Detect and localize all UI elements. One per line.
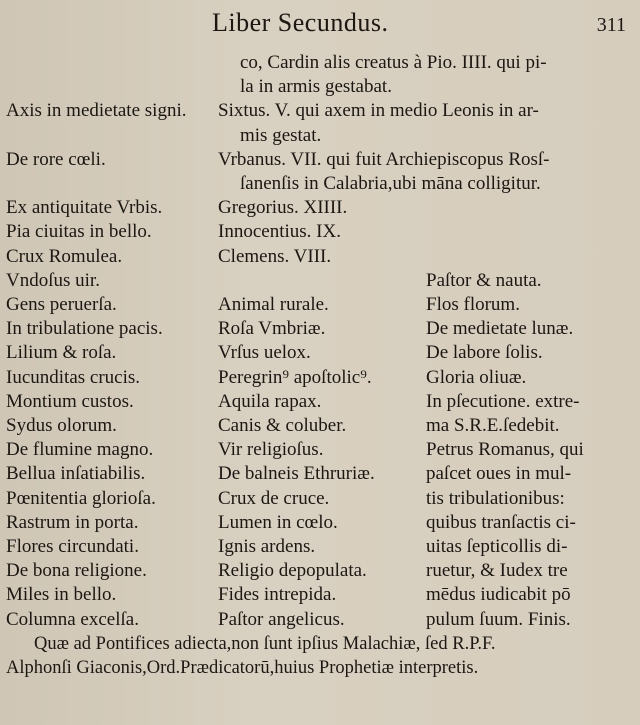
motto: Bellua inſatiabilis.: [6, 463, 146, 485]
motto-right: De labore ſolis.: [426, 342, 543, 364]
page-header: [0, 8, 640, 44]
table-row: [0, 244, 640, 270]
pope-entry: Vrſus uelox.: [218, 342, 311, 364]
pope-entry: Animal rurale.: [218, 294, 329, 315]
pope-entry: Vir religioſus.: [218, 439, 324, 461]
motto-right: mēdus iudicabit pō: [426, 584, 571, 606]
pope-entry: Gregorius. XIIII.: [218, 197, 348, 219]
intro-line: [0, 74, 640, 100]
table-row: [0, 316, 640, 342]
motto: De bona religione.: [6, 560, 147, 582]
motto: Rastrum in porta.: [6, 511, 139, 533]
table-row: [0, 534, 640, 560]
pope-entry: Lumen in cœlo.: [218, 511, 338, 533]
table-row: [0, 437, 640, 463]
table-row: [0, 268, 640, 294]
intro-text: co, Cardin alis creatus à Pio. IIII. qui pi-: [240, 52, 547, 73]
motto: Lilium & roſa.: [6, 342, 117, 364]
table-row: [0, 292, 640, 318]
motto: De rore cœli.: [6, 148, 106, 170]
motto: Axis in medietate signi.: [6, 100, 187, 122]
motto-right: ruetur, & Iudex tre: [426, 560, 568, 582]
table-row: [0, 413, 640, 439]
motto-right: paſcet oues in mul-: [426, 463, 572, 485]
footer-line: [0, 655, 640, 681]
table-row: [0, 510, 640, 536]
table-row: [0, 98, 640, 124]
motto-right: De medietate lunæ.: [426, 318, 574, 340]
footer-line: [0, 631, 640, 657]
motto: Iucunditas crucis.: [6, 366, 141, 388]
table-row: [0, 219, 640, 245]
table-row: [0, 340, 640, 366]
motto: Columna excelſa.: [6, 608, 139, 630]
pope-entry: Vrbanus. VII. qui fuit Archiepiscopus Rosſ-: [218, 148, 550, 170]
motto: Crux Romulea.: [6, 245, 123, 267]
table-row: [0, 486, 640, 512]
pope-entry: Religio depopulata.: [218, 560, 367, 582]
pope-entry: Crux de cruce.: [218, 487, 330, 509]
page-title: Liber Secundus.: [212, 8, 389, 37]
pope-entry: mis gestat.: [240, 124, 322, 146]
table-row: [0, 389, 640, 415]
table-row: [0, 582, 640, 608]
motto: Sydus olorum.: [6, 415, 117, 436]
footer-text: Quæ ad Pontifices adiecta,non ſunt ipſius Malachiæ, ſed R.P.F.: [34, 633, 496, 654]
pope-entry: Canis & coluber.: [218, 415, 347, 436]
pope-entry: Fides intrepida.: [218, 584, 337, 606]
table-row: [0, 195, 640, 221]
intro-text: la in armis gestabat.: [240, 76, 392, 98]
motto-right: pulum ſuum. Finis.: [426, 608, 571, 630]
pope-entry: Innocentius. IX.: [218, 221, 341, 243]
motto-right: Petrus Romanus, qui: [426, 439, 584, 461]
motto: De flumine magno.: [6, 439, 154, 461]
motto: Flores circundati.: [6, 536, 139, 557]
pope-entry: De balneis Ethruriæ.: [218, 463, 375, 485]
table-row: [0, 558, 640, 584]
pope-entry: Roſa Vmbriæ.: [218, 318, 326, 340]
pope-entry: Sixtus. V. qui axem in medio Leonis in ar-: [218, 100, 539, 122]
pope-entry: Clemens. VIII.: [218, 245, 332, 267]
motto-right: quibus tranſactis ci-: [426, 511, 576, 533]
table-row: [0, 171, 640, 197]
motto: Montium custos.: [6, 390, 134, 412]
motto: In tribulatione pacis.: [6, 318, 163, 340]
motto-right: tis tribulationibus:: [426, 487, 565, 509]
page-number: 311: [596, 14, 626, 36]
table-row: [0, 607, 640, 633]
pope-entry: Aquila rapax.: [218, 390, 322, 412]
table-row: [0, 365, 640, 391]
footer-text: Alphonſi Giaconis,Ord.Prædicatorū,huius Prophetiæ interpretis.: [6, 658, 479, 678]
motto: Pœnitentia glorioſa.: [6, 487, 156, 509]
motto: Miles in bello.: [6, 584, 117, 606]
pope-entry: Ignis ardens.: [218, 536, 316, 557]
motto-right: Flos florum.: [426, 294, 520, 315]
motto: Ex antiquitate Vrbis.: [6, 197, 163, 219]
motto-right: Paſtor & nauta.: [426, 269, 542, 291]
pope-entry: ſanenſis in Calabria,ubi māna colligitur.: [240, 173, 541, 194]
motto: Gens peruerſa.: [6, 294, 117, 315]
motto: Pia ciuitas in bello.: [6, 221, 152, 243]
motto-right: uitas ſepticollis di-: [426, 536, 568, 557]
pope-entry: Paſtor angelicus.: [218, 608, 345, 630]
table-row: [0, 123, 640, 149]
motto-right: ma S.R.E.ſedebit.: [426, 415, 560, 436]
motto-right: Gloria oliuæ.: [426, 366, 527, 388]
motto-right: In pſecutione. extre-: [426, 390, 580, 412]
table-row: [0, 461, 640, 487]
pope-entry: Peregrin⁹ apoſtolic⁹.: [218, 366, 372, 388]
intro-line: [0, 50, 640, 76]
table-row: [0, 147, 640, 173]
motto: Vndoſus uir.: [6, 269, 100, 291]
